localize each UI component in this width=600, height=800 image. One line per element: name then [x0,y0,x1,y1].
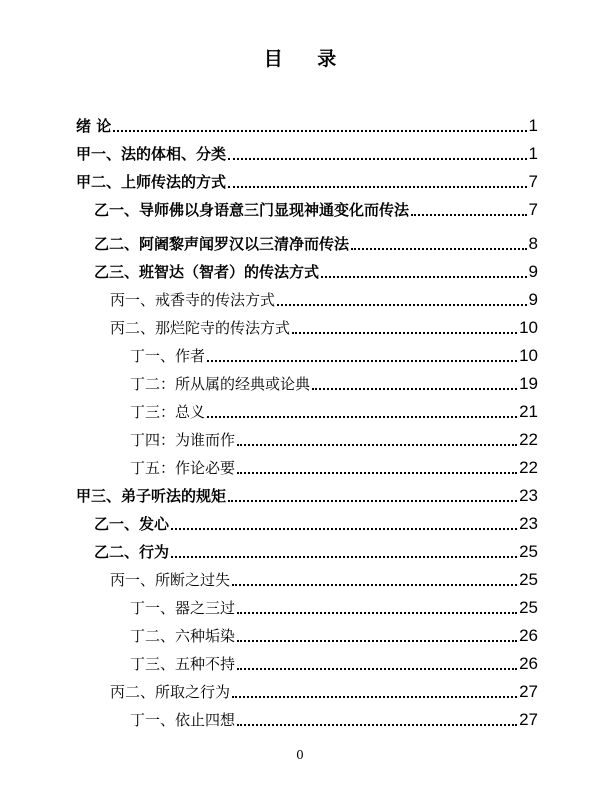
toc-entry-page: 22 [519,458,538,477]
toc-entry-text: 绪 论 [76,117,112,135]
toc-entry-text: 丁三、五种不持 [130,655,236,673]
toc-dot-leader [228,500,517,502]
toc-entry-text: 丁二、六种垢染 [130,627,236,645]
toc-dot-leader [237,668,517,670]
toc-entry[interactable] [94,258,538,282]
toc-entry-page: 19 [519,374,538,393]
toc-dot-leader [411,214,527,216]
toc-entry-text: 甲一、法的体相、分类 [76,145,227,163]
toc-entry[interactable] [94,196,538,220]
toc-entry-page: 7 [528,172,538,191]
toc-entry[interactable] [110,678,538,702]
toc-entry[interactable] [130,594,538,618]
toc-entry-text: 丁一、依止四想 [130,711,236,729]
toc-dot-leader [351,248,527,250]
toc-dot-leader [228,158,527,160]
toc-entry-page: 1 [528,116,538,135]
toc-entry-page: 1 [528,144,538,163]
toc-entry-text: 丙一、戒香寺的传法方式 [110,291,276,309]
toc-entry-page: 9 [528,262,538,281]
toc-entry[interactable] [130,622,538,646]
toc-dot-leader [171,528,517,530]
toc-entry-text: 乙二、阿阇黎声闻罗汉以三清净而传法 [94,235,350,253]
toc-dot-leader [113,130,526,132]
toc-entry[interactable] [94,510,538,534]
toc-dot-leader [232,584,517,586]
toc-dot-leader [228,186,527,188]
toc-dot-leader [171,556,517,558]
toc-entry-text: 丁二：所从属的经典或论典 [130,375,311,393]
toc-entry[interactable] [130,650,538,674]
toc-entry-page: 27 [519,710,538,729]
toc-entry-text: 丁一、器之三过 [130,599,236,617]
toc-entry-page: 10 [519,318,538,337]
toc-dot-leader [312,388,517,390]
toc-entry-text: 甲二、上师传法的方式 [76,173,227,191]
toc-entry-text: 丁四：为谁而作 [130,431,236,449]
toc-entry-page: 26 [519,626,538,645]
toc-entry-text: 乙一、导师佛以身语意三门显现神通变化而传法 [94,201,410,219]
toc-entry[interactable] [130,342,538,366]
toc-entry[interactable] [76,140,538,164]
toc-entry[interactable] [94,230,538,254]
toc-entry[interactable] [130,454,538,478]
toc-dot-leader [207,360,517,362]
toc-entry-text: 丁三：总义 [130,403,206,421]
toc-entry-text: 甲三、弟子听法的规矩 [76,487,227,505]
toc-entry-page: 25 [519,598,538,617]
toc-entry-text: 乙三、班智达（智者）的传法方式 [94,263,320,281]
toc-entry-text: 丁一、作者 [130,347,206,365]
toc-dot-leader [237,640,517,642]
toc-entry[interactable] [130,426,538,450]
toc-entry-page: 26 [519,654,538,673]
toc-entry-page: 27 [519,682,538,701]
toc-dot-leader [277,304,527,306]
toc-entry-page: 23 [519,514,538,533]
toc-dot-leader [207,416,517,418]
toc-entry-page: 21 [519,402,538,421]
toc-entry-page: 7 [528,200,538,219]
toc-entry-text: 丁五：作论必要 [130,459,236,477]
toc-entry[interactable] [76,482,538,506]
toc-entry-text: 丙一、所断之过失 [110,571,231,589]
toc-entry[interactable] [130,706,538,730]
toc-entry-page: 9 [528,290,538,309]
toc-entry-page: 25 [519,570,538,589]
toc-entry[interactable] [130,398,538,422]
toc-entry[interactable] [110,314,538,338]
toc-entry[interactable] [110,286,538,310]
toc-entry[interactable] [94,538,538,562]
toc-entry[interactable] [76,168,538,192]
toc-dot-leader [237,724,517,726]
toc-entry-text: 乙二、行为 [94,543,170,561]
toc-title: 目 录 [263,48,351,70]
toc-dot-leader [321,276,527,278]
toc-dot-leader [232,696,517,698]
toc-entry[interactable] [110,566,538,590]
toc-dot-leader [237,472,517,474]
toc-entry-text: 丙二、那烂陀寺的传法方式 [110,319,291,337]
toc-entry[interactable] [130,370,538,394]
toc-entry-text: 乙一、发心 [94,515,170,533]
toc-entry[interactable] [76,112,538,136]
toc-dot-leader [237,444,517,446]
toc-dot-leader [292,332,517,334]
page-number: 0 [296,748,304,762]
toc-entry-page: 23 [519,486,538,505]
toc-entry-page: 22 [519,430,538,449]
toc-entry-text: 丙二、所取之行为 [110,683,231,701]
toc-dot-leader [237,612,517,614]
toc-entry-page: 25 [519,542,538,561]
toc-entry-page: 8 [528,234,538,253]
toc-entry-page: 10 [519,346,538,365]
